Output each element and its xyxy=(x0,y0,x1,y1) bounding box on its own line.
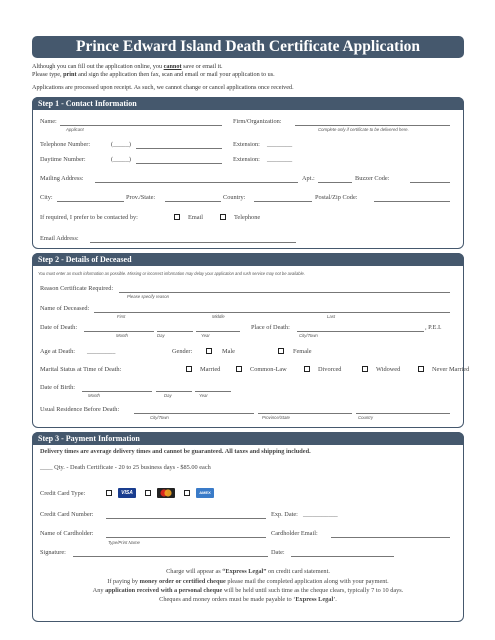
delivery-notice: Delivery times are average delivery times and cannot be guaranteed. All taxes and shipping included. xyxy=(40,448,311,455)
exp-label: Exp. Date: xyxy=(271,511,298,518)
country-label: Country: xyxy=(223,194,246,201)
cardholder-email-field[interactable] xyxy=(331,537,450,538)
footer-line-2: If paying by money order or certified cheque please mail the completed application along with your payment. xyxy=(107,578,389,585)
intro-line-2: Please type, print and sign the application then fax, scan and email or mail your application to us. xyxy=(32,71,275,78)
female-label: Female xyxy=(293,348,312,355)
never-married-label: Never Married xyxy=(432,366,470,373)
visa-logo-icon: VISA xyxy=(118,488,136,498)
cardholder-email-label: Cardholder Email: xyxy=(271,530,318,537)
mastercard-circles-icon xyxy=(157,488,175,498)
daytime-field[interactable] xyxy=(136,163,222,164)
widowed-label: Widowed xyxy=(376,366,401,373)
postal-field[interactable] xyxy=(374,201,450,202)
tel-area-code[interactable]: (_____) xyxy=(111,141,131,148)
cardholder-hint: Type/Print Name xyxy=(108,540,140,545)
footer-line-1: Charge will appear as “Express Legal” on credit card statement. xyxy=(166,568,330,575)
res-country-field[interactable] xyxy=(356,413,450,414)
step3-header: Step 3 - Payment Information xyxy=(32,432,464,445)
country-field[interactable] xyxy=(254,201,312,202)
pod-label: Place of Death: xyxy=(251,324,290,331)
res-city-field[interactable] xyxy=(134,413,254,414)
tel-label: Telephone Number: xyxy=(40,141,91,148)
mastercard-checkbox[interactable] xyxy=(145,490,151,496)
first-hint: First xyxy=(117,314,126,319)
common-law-checkbox[interactable] xyxy=(236,366,242,372)
reason-hint: Please specify reason xyxy=(127,294,170,299)
city-field[interactable] xyxy=(57,201,124,202)
res-province-field[interactable] xyxy=(258,413,352,414)
date-label: Date: xyxy=(271,549,285,556)
intro-line-1: Although you can fill out the application online, you cannot save or email it. xyxy=(32,63,223,70)
widowed-checkbox[interactable] xyxy=(362,366,368,372)
email-option-label: Email xyxy=(188,214,204,221)
daytime-label: Daytime Number: xyxy=(40,156,86,163)
married-label: Married xyxy=(200,366,221,373)
date-field[interactable] xyxy=(291,556,394,557)
dod-day-field[interactable] xyxy=(157,331,193,332)
footer-line-3: Any application received with a personal cheque will be held until such time as the cheque clears, typically 7 to 10 days. xyxy=(92,587,404,594)
contact-pref-label: If required, I prefer to be contacted by: xyxy=(40,214,138,221)
exp-field[interactable]: ___________ xyxy=(303,511,338,518)
reason-field[interactable] xyxy=(119,292,450,293)
buzzer-field[interactable] xyxy=(410,182,450,183)
common-law-label: Common-Law xyxy=(250,366,287,373)
dod-year-hint: Year xyxy=(201,333,210,338)
amex-checkbox[interactable] xyxy=(184,490,190,496)
cardholder-label: Name of Cardholder: xyxy=(40,530,94,537)
cardholder-field[interactable] xyxy=(106,537,266,538)
prov-label: Prov./State: xyxy=(126,194,156,201)
step2-section xyxy=(32,253,464,428)
mastercard-logo-icon xyxy=(157,488,175,498)
quantity-line[interactable]: ____ Qty. - Death Certificate - 20 to 25 business days - $85.00 each xyxy=(40,464,211,471)
step1-header: Step 1 - Contact Information xyxy=(32,97,464,110)
step2-header: Step 2 - Details of Deceased xyxy=(32,253,464,266)
step2-notice: You must enter as much information as possible. Missing or incorrect information may delay your application and rush service may not be available. xyxy=(38,271,305,276)
signature-field[interactable] xyxy=(73,556,268,557)
dod-year-field[interactable] xyxy=(196,331,240,332)
male-label: Male xyxy=(222,348,235,355)
page-title: Prince Edward Island Death Certificate Application xyxy=(32,36,464,58)
dob-year-hint: Year xyxy=(199,393,208,398)
day-area-code[interactable]: (_____) xyxy=(111,156,131,163)
never-married-checkbox[interactable] xyxy=(418,366,424,372)
age-label: Age at Death: xyxy=(40,348,75,355)
dob-label: Date of Birth: xyxy=(40,384,75,391)
dod-month-field[interactable] xyxy=(84,331,154,332)
city-label: City: xyxy=(40,194,53,201)
pei-label: , P.E.I. xyxy=(425,324,442,331)
reason-label: Reason Certificate Required: xyxy=(40,285,114,292)
day-ext-label: Extension: xyxy=(233,156,260,163)
cc-type-label: Credit Card Type: xyxy=(40,490,86,497)
male-checkbox[interactable] xyxy=(206,348,212,354)
married-checkbox[interactable] xyxy=(186,366,192,372)
footer-line-4: Cheques and money orders must be made payable to ‘Express Legal’. xyxy=(159,596,337,603)
middle-hint: Middle xyxy=(212,314,225,319)
apt-field[interactable] xyxy=(318,182,352,183)
dod-label: Date of Death: xyxy=(40,324,78,331)
amex-logo-icon: AMEX xyxy=(196,488,214,498)
tel-ext-field[interactable]: ________ xyxy=(267,141,293,148)
female-checkbox[interactable] xyxy=(278,348,284,354)
pod-hint: City/Town xyxy=(299,333,318,338)
signature-label: Signature: xyxy=(40,549,66,556)
visa-checkbox[interactable] xyxy=(106,490,112,496)
postal-label: Postal/Zip Code: xyxy=(315,194,358,201)
residence-label: Usual Residence Before Death: xyxy=(40,406,120,413)
intro-line-3: Applications are processed upon receipt. As such, we cannot change or cancel applications once received. xyxy=(32,84,294,91)
dob-day-hint: Day xyxy=(164,393,172,398)
divorced-checkbox[interactable] xyxy=(304,366,310,372)
cc-number-field[interactable] xyxy=(106,518,266,519)
name-hint: Applicant xyxy=(66,127,84,132)
deceased-name-field[interactable] xyxy=(94,312,450,313)
apt-label: Apt.: xyxy=(302,175,315,182)
telephone-checkbox[interactable] xyxy=(220,214,226,220)
deceased-name-label: Name of Deceased: xyxy=(40,305,90,312)
dob-year-field[interactable] xyxy=(195,391,231,392)
email-checkbox[interactable] xyxy=(174,214,180,220)
gender-label: Gender: xyxy=(172,348,193,355)
tel-ext-label: Extension: xyxy=(233,141,260,148)
firm-label: Firm/Organization: xyxy=(233,118,282,125)
tel-field[interactable] xyxy=(136,148,222,149)
firm-field[interactable] xyxy=(295,125,450,126)
dob-day-field[interactable] xyxy=(156,391,192,392)
last-hint: Last xyxy=(327,314,336,319)
mailing-label: Mailing Address: xyxy=(40,175,84,182)
res-city-hint: City/Town xyxy=(150,415,169,420)
pod-field[interactable] xyxy=(297,331,424,332)
day-ext-field[interactable]: ________ xyxy=(267,156,293,163)
email-address-field[interactable] xyxy=(90,242,296,243)
telephone-option-label: Telephone xyxy=(234,214,261,221)
divorced-label: Divorced xyxy=(318,366,342,373)
dod-month-hint: Month xyxy=(116,333,128,338)
name-label: Name: xyxy=(40,118,57,125)
email-address-label: Email Address: xyxy=(40,235,79,242)
firm-hint: Complete only if certificate to be delivered here. xyxy=(318,127,409,132)
age-field[interactable]: _________ xyxy=(87,348,116,355)
prov-field[interactable] xyxy=(165,201,221,202)
buzzer-label: Buzzer Code: xyxy=(355,175,390,182)
dob-month-field[interactable] xyxy=(82,391,152,392)
marital-label: Marital Status at Time of Death: xyxy=(40,366,122,373)
res-province-hint: Province/State xyxy=(262,415,290,420)
res-country-hint: Country xyxy=(358,415,374,420)
mailing-field[interactable] xyxy=(95,182,298,183)
dod-day-hint: Day xyxy=(157,333,165,338)
name-field[interactable] xyxy=(60,125,222,126)
dob-month-hint: Month xyxy=(88,393,100,398)
cc-number-label: Credit Card Number: xyxy=(40,511,94,518)
